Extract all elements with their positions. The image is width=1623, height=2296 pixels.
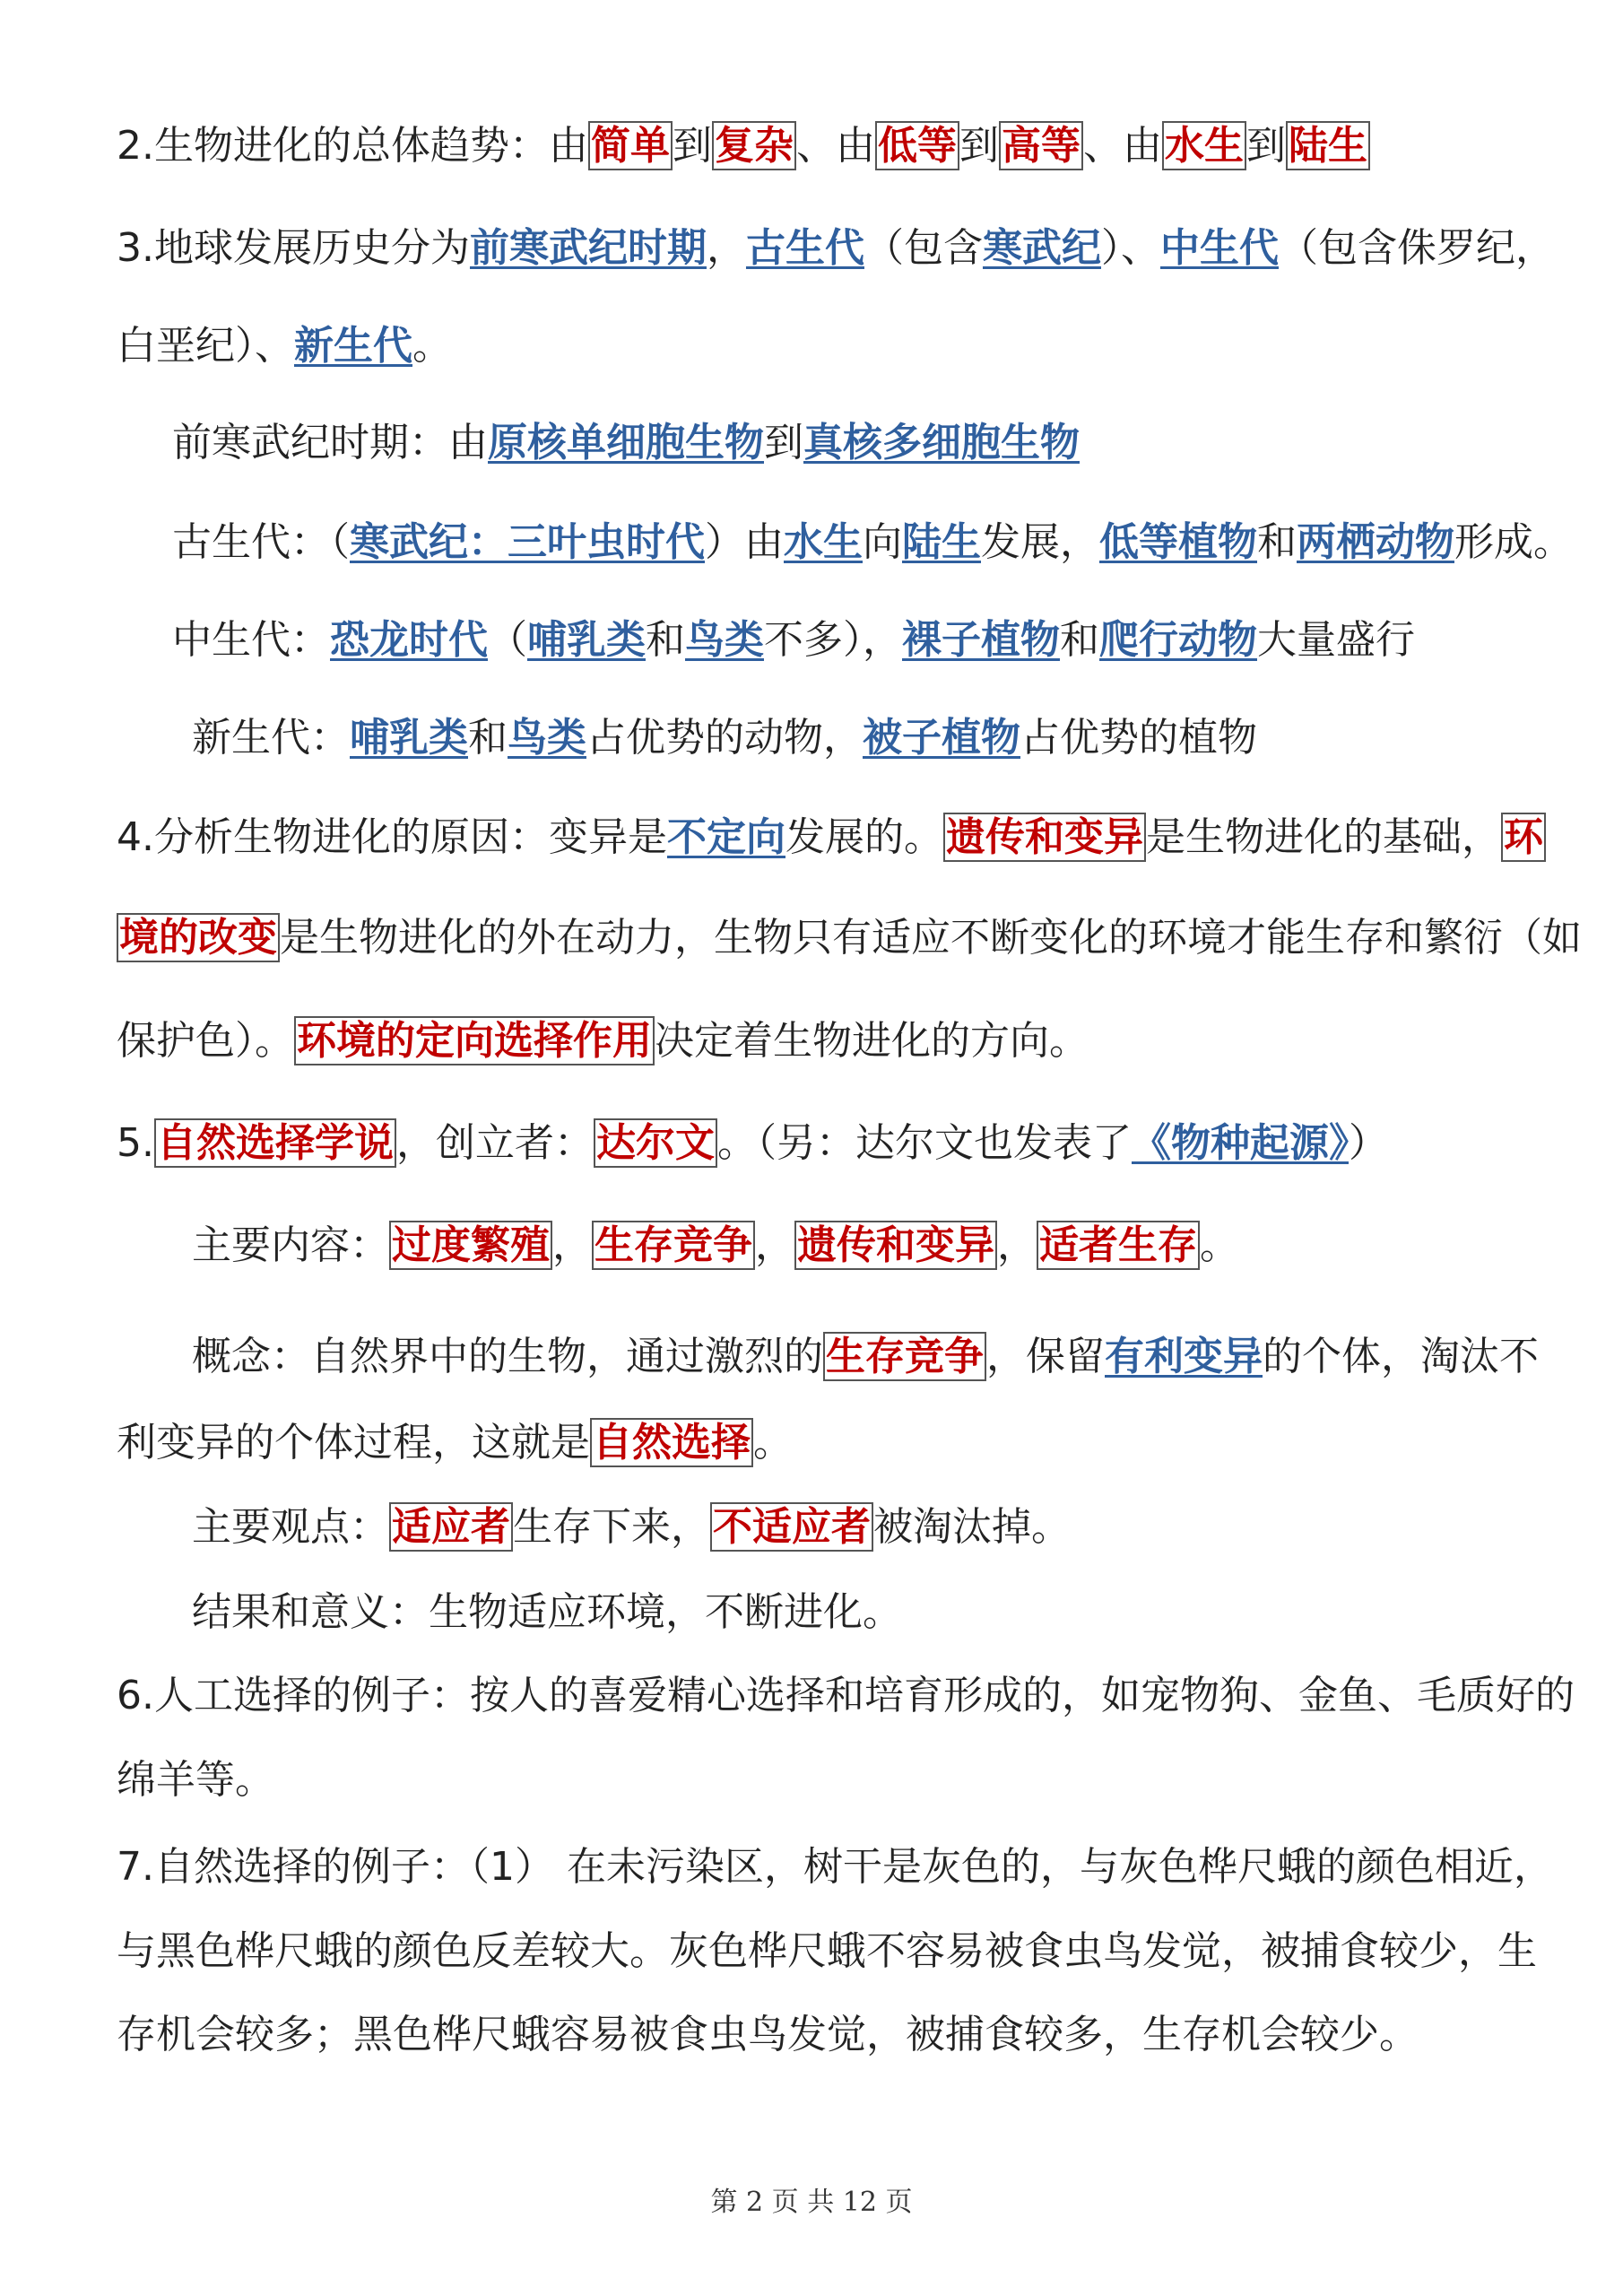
underlined-keyword: 水生 <box>784 519 863 565</box>
text-segment: 7.自然选择的例子：（1） 在未污染区，树干是灰色的，与灰色桦尺蛾的颜色相近， <box>117 1844 1553 1890</box>
text-segment: ， <box>552 1222 592 1268</box>
underlined-keyword: 恐龙时代 <box>330 617 488 663</box>
underlined-keyword: 新生代 <box>294 323 412 369</box>
underlined-keyword: 鸟类 <box>685 617 764 663</box>
text-segment: ， <box>755 1222 794 1268</box>
underlined-keyword: 哺乳类 <box>527 617 646 663</box>
text-segment: ， <box>997 1222 1037 1268</box>
text-line <box>117 1414 793 1472</box>
text-segment: 向 <box>863 519 902 565</box>
text-line <box>172 414 1080 472</box>
text-segment: 和 <box>646 617 685 663</box>
text-line <box>117 220 1555 277</box>
underlined-keyword: 寒武纪：三叶虫时代 <box>350 519 705 565</box>
text-segment: 4.分析生物进化的原因：变异是 <box>117 814 667 860</box>
underlined-keyword: 低等植物 <box>1099 519 1257 565</box>
text-segment: 白垩纪）、 <box>117 323 294 369</box>
text-segment: ） <box>1348 1120 1388 1166</box>
text-segment: 中生代： <box>172 617 330 663</box>
boxed-keyword: 低等 <box>875 121 959 170</box>
text-segment: （包含 <box>864 225 983 271</box>
text-segment: 新生代： <box>192 715 350 761</box>
text-segment: 存机会较多；黑色桦尺蛾容易被食虫鸟发觉，被捕食较多，生存机会较少。 <box>117 2012 1419 2057</box>
text-line <box>117 909 1582 967</box>
text-segment: 。 <box>1200 1222 1239 1268</box>
text-segment: 是生物进化的外在动力，生物只有适应不断变化的环境才能生存和繁衍（如 <box>280 915 1582 961</box>
text-segment: 。 <box>412 323 452 369</box>
text-line <box>117 809 1546 866</box>
boxed-keyword: 遗传和变异 <box>794 1221 997 1270</box>
boxed-keyword: 适应者 <box>389 1502 513 1552</box>
boxed-keyword: 环境的定向选择作用 <box>294 1016 655 1065</box>
text-segment: 和 <box>468 715 508 761</box>
text-segment: 形成。 <box>1454 519 1573 565</box>
text-segment: 是生物进化的基础， <box>1145 814 1501 860</box>
text-segment: 、由 <box>795 123 875 169</box>
text-segment: 与黑色桦尺蛾的颜色反差较大。灰色桦尺蛾不容易被食虫鸟发觉，被捕食较少，生 <box>117 1928 1537 1974</box>
text-segment: 到 <box>764 420 803 465</box>
underlined-keyword: 真核多细胞生物 <box>803 420 1080 465</box>
text-line <box>117 317 452 375</box>
text-segment: ）由 <box>705 519 784 565</box>
text-segment: 到 <box>1245 123 1286 169</box>
text-segment: 发展的。 <box>785 814 943 860</box>
boxed-keyword: 高等 <box>999 121 1083 170</box>
text-segment: 保护色）。 <box>117 1018 294 1064</box>
text-segment: 主要内容： <box>192 1222 389 1268</box>
text-segment: 利变异的个体过程，这就是 <box>117 1420 590 1465</box>
text-line <box>117 1923 1537 1980</box>
text-segment: ， <box>706 225 746 271</box>
text-segment: 2.生物进化的总体趋势：由 <box>117 123 588 169</box>
text-segment: 。（另：达尔文也发表了 <box>716 1120 1132 1166</box>
boxed-keyword: 陆生 <box>1286 121 1370 170</box>
text-segment: 到 <box>672 123 712 169</box>
boxed-keyword: 适者生存 <box>1037 1221 1200 1270</box>
text-segment: 结果和意义：生物适应环境，不断进化。 <box>192 1589 902 1635</box>
text-segment: ，创立者： <box>395 1120 594 1166</box>
page-footer: 第 2 页 共 12 页 <box>710 2187 913 2218</box>
boxed-keyword: 生存竞争 <box>592 1221 755 1270</box>
text-segment: 不多）， <box>764 617 902 663</box>
text-segment: 决定着生物进化的方向。 <box>655 1018 1089 1064</box>
text-line <box>192 1499 1071 1556</box>
underlined-keyword: 原核单细胞生物 <box>488 420 764 465</box>
underlined-keyword: 不定向 <box>666 814 785 860</box>
boxed-keyword: 不适应者 <box>710 1502 873 1552</box>
underlined-keyword: 被子植物 <box>863 715 1020 761</box>
text-line <box>192 1328 1539 1386</box>
text-segment: 占优势的植物 <box>1020 715 1257 761</box>
underlined-keyword: 鸟类 <box>508 715 586 761</box>
text-line <box>117 117 1370 175</box>
text-segment: 被淘汰掉。 <box>873 1504 1071 1550</box>
underlined-keyword: 古生代 <box>745 225 864 271</box>
underlined-keyword: 《物种起源》 <box>1131 1120 1349 1166</box>
underlined-keyword: 两栖动物 <box>1297 519 1454 565</box>
text-line <box>192 1217 1239 1274</box>
text-line <box>117 1839 1553 1896</box>
text-line <box>117 1115 1388 1172</box>
text-segment: ）、 <box>1100 225 1160 271</box>
text-segment: 的个体，淘汰不 <box>1263 1334 1539 1379</box>
boxed-keyword: 环 <box>1501 813 1546 862</box>
text-segment: （ <box>488 617 527 663</box>
text-segment: 3.地球发展历史分为 <box>117 225 470 271</box>
boxed-keyword: 过度繁殖 <box>389 1221 552 1270</box>
text-line <box>192 1584 902 1641</box>
text-segment: （包含侏罗纪， <box>1278 225 1555 271</box>
text-segment: 6.人工选择的例子：按人的喜爱精心选择和培育形成的，如宠物狗、金鱼、毛质好的 <box>117 1673 1575 1718</box>
text-segment: 和 <box>1060 617 1099 663</box>
text-segment: 占优势的动物， <box>586 715 863 761</box>
boxed-keyword: 自然选择 <box>590 1418 753 1467</box>
text-segment: 绵羊等。 <box>117 1757 274 1803</box>
text-segment: 和 <box>1257 519 1297 565</box>
text-segment: 到 <box>959 123 999 169</box>
text-segment: 发展， <box>981 519 1099 565</box>
boxed-keyword: 遗传和变异 <box>943 813 1146 862</box>
text-line <box>117 1752 274 1809</box>
text-segment: ，保留 <box>986 1334 1105 1379</box>
underlined-keyword: 爬行动物 <box>1099 617 1257 663</box>
underlined-keyword: 中生代 <box>1159 225 1279 271</box>
text-line <box>172 514 1573 571</box>
underlined-keyword: 哺乳类 <box>350 715 468 761</box>
underlined-keyword: 裸子植物 <box>902 617 1060 663</box>
text-segment: 生存下来， <box>513 1504 710 1550</box>
boxed-keyword: 自然选择学说 <box>154 1118 396 1168</box>
boxed-keyword: 简单 <box>588 121 673 170</box>
text-segment: 、由 <box>1082 123 1162 169</box>
text-segment: 。 <box>753 1420 793 1465</box>
text-line <box>192 709 1257 767</box>
text-segment: 主要观点： <box>192 1504 389 1550</box>
text-segment: 5. <box>117 1120 154 1166</box>
boxed-keyword: 水生 <box>1162 121 1246 170</box>
underlined-keyword: 陆生 <box>902 519 981 565</box>
underlined-keyword: 寒武纪 <box>982 225 1101 271</box>
boxed-keyword: 达尔文 <box>594 1118 717 1168</box>
text-line <box>117 1667 1575 1725</box>
boxed-keyword: 复杂 <box>712 121 796 170</box>
boxed-keyword: 境的改变 <box>117 913 280 962</box>
text-line <box>117 1013 1089 1070</box>
text-segment: 大量盛行 <box>1257 617 1415 663</box>
underlined-keyword: 有利变异 <box>1105 1334 1263 1379</box>
text-segment: 前寒武纪时期：由 <box>172 420 488 465</box>
underlined-keyword: 前寒武纪时期 <box>469 225 707 271</box>
text-line <box>117 2006 1419 2064</box>
text-segment: 古生代：（ <box>172 519 350 565</box>
text-line <box>172 612 1415 669</box>
text-segment: 概念：自然界中的生物，通过激烈的 <box>192 1334 823 1379</box>
boxed-keyword: 生存竞争 <box>823 1332 986 1381</box>
